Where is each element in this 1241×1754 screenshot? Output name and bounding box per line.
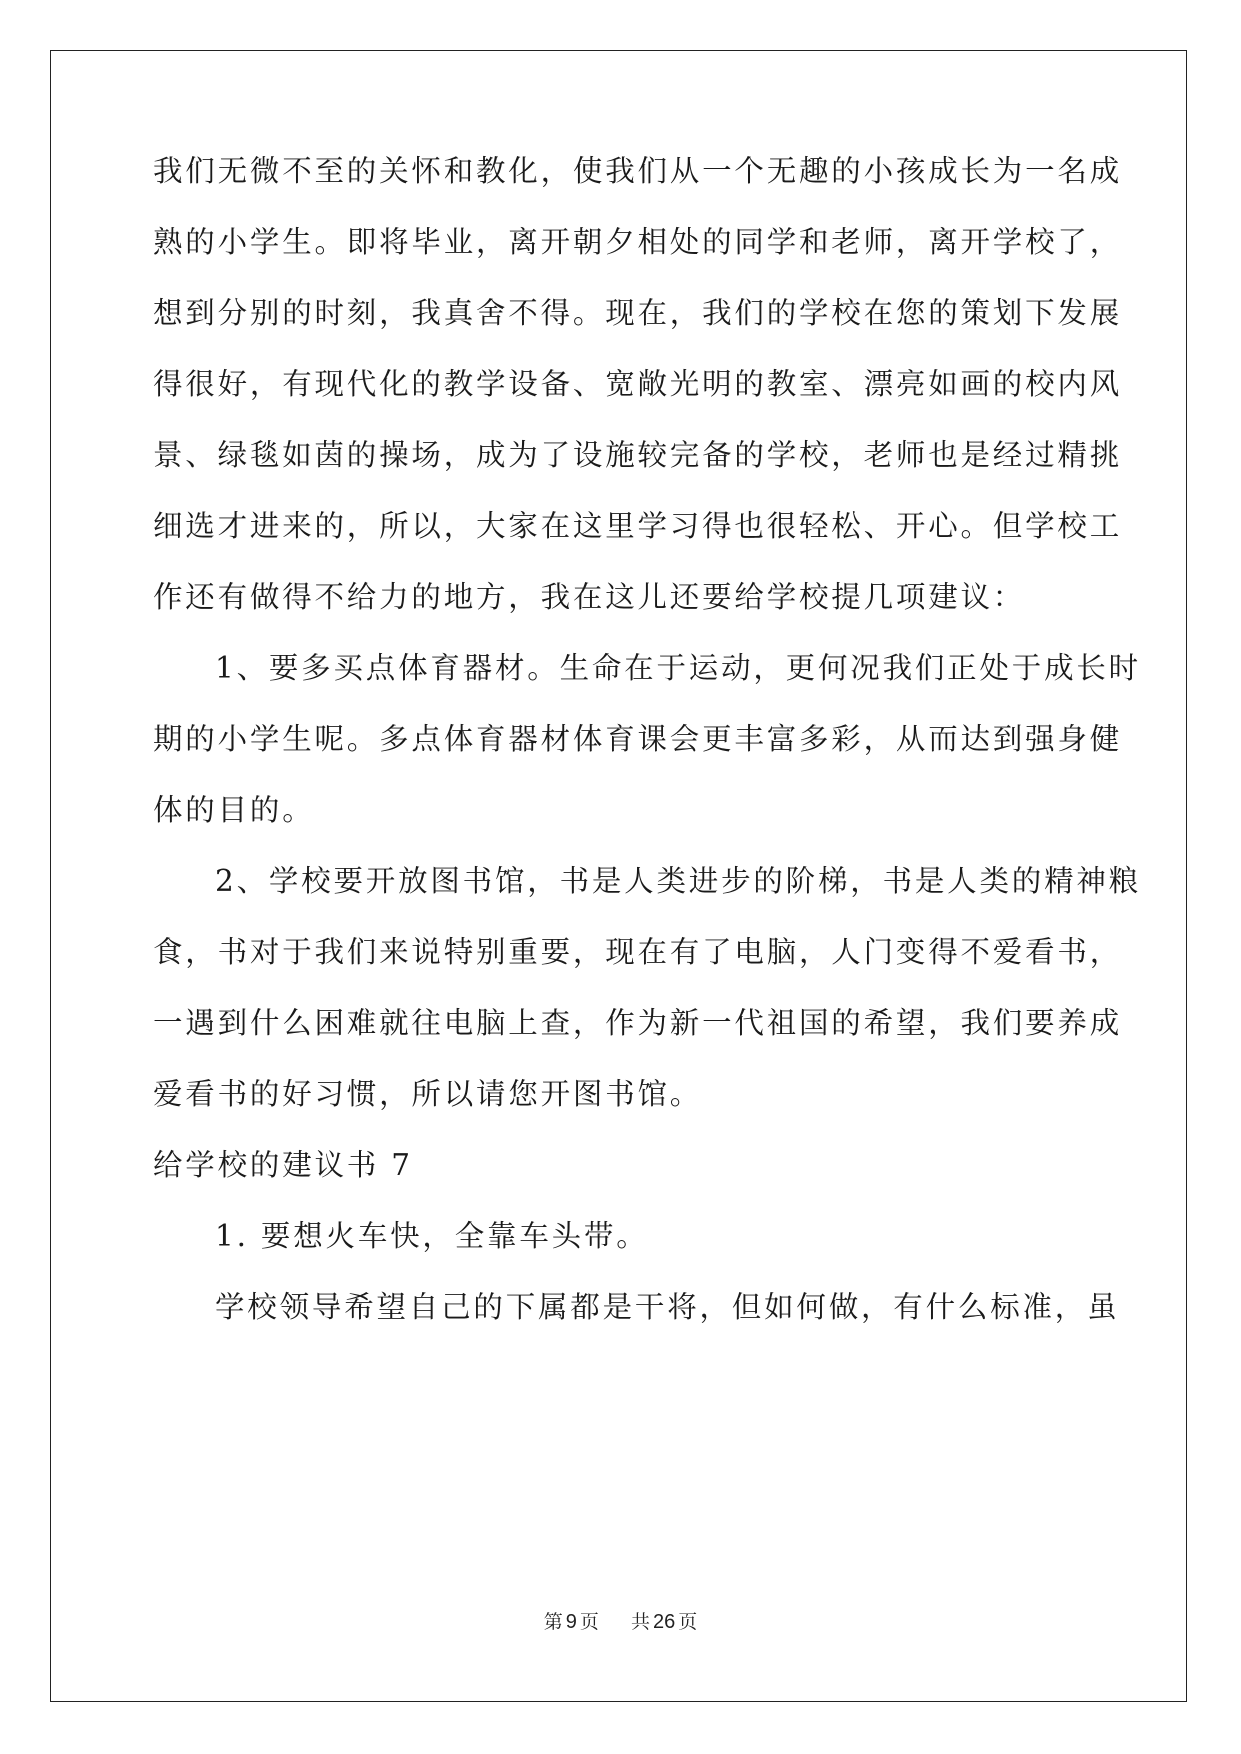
body-line-6: 细选才进来的，所以，大家在这里学习得也很轻松、开心。但学校工 [153, 509, 1123, 543]
footer-prefix: 第 [543, 1611, 563, 1633]
body-line-5: 景、绿毯如茵的操场，成为了设施较完备的学校，老师也是经过精挑 [153, 438, 1123, 472]
total-pages: 26 [653, 1611, 676, 1633]
body-line-4: 得很好，有现代化的教学设备、宽敞光明的教室、漂亮如画的校内风 [153, 367, 1123, 401]
body-line-1: 我们无微不至的关怀和教化，使我们从一个无趣的小孩成长为一名成 [153, 154, 1123, 188]
page-number: 9 [565, 1611, 577, 1633]
body-line-3: 想到分别的时刻，我真舍不得。现在，我们的学校在您的策划下发展 [153, 296, 1123, 330]
suggestion-2-line-3: 一遇到什么困难就往电脑上查，作为新一代祖国的希望，我们要养成 [153, 1006, 1123, 1040]
paragraph-line: 学校领导希望自己的下属都是干将，但如何做，有什么标准，虽 [215, 1290, 1120, 1324]
page-footer [0, 1610, 1241, 1634]
suggestion-1-line-3: 体的目的。 [153, 793, 315, 827]
suggestion-2-line-1: 2、学校要开放图书馆，书是人类进步的阶梯，书是人类的精神粮 [215, 864, 1141, 898]
body-line-2: 熟的小学生。即将毕业，离开朝夕相处的同学和老师，离开学校了， [153, 225, 1123, 259]
suggestion-1-line-2: 期的小学生呢。多点体育器材体育课会更丰富多彩，从而达到强身健 [153, 722, 1123, 756]
section-heading: 给学校的建议书 7 [153, 1148, 413, 1182]
footer-total-unit: 页 [678, 1611, 698, 1633]
footer-page-unit: 页 [579, 1611, 599, 1633]
suggestion-1-line-1: 1、要多买点体育器材。生命在于运动，更何况我们正处于成长时 [215, 651, 1141, 685]
suggestion-2-line-4: 爱看书的好习惯，所以请您开图书馆。 [153, 1077, 703, 1111]
body-line-7: 作还有做得不给力的地方，我在这儿还要给学校提几项建议： [153, 580, 1026, 614]
footer-total-prefix: 共 [630, 1611, 650, 1633]
numbered-point-1: 1. 要想火车快，全靠车头带。 [215, 1219, 649, 1253]
suggestion-2-line-2: 食，书对于我们来说特别重要，现在有了电脑，人门变得不爱看书， [153, 935, 1123, 969]
